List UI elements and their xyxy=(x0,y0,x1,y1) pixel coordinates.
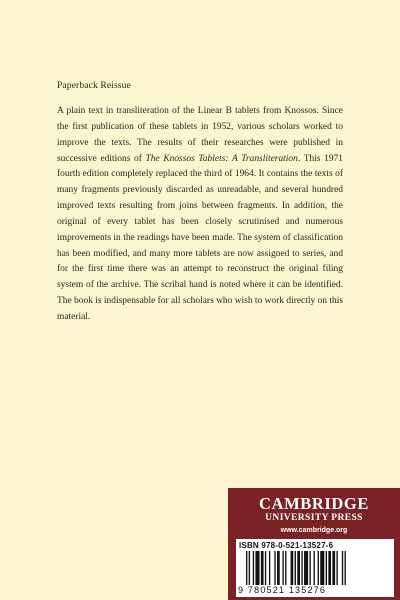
barcode-panel xyxy=(236,539,394,597)
edition-label: Paperback Reissue xyxy=(57,80,131,91)
blurb-text xyxy=(57,104,343,326)
blurb-part-2: . This 1971 fourth edition completely replaced the third of 1964. It contains the texts of many fragments previously discarded as unreadable, and several hundred improved texts resulting from joins between fragments. In addition, the original of every tablet has been closely scrutinised and numerous improvements in the readings have been made. The system of classification has been modified, and many more tablets are now assigned to series, and for the first time there was an attempt to reconstruct the original filing system of the archive. The scribal hand is noted where it can be identified. The book is indispensable for all scholars who wish to work directly on this material. xyxy=(57,153,343,322)
barcode-number: 9 780521 135276 xyxy=(238,585,327,595)
publisher-name-line2: UNIVERSITY PRESS xyxy=(265,513,363,523)
blurb-part-1: A plain text in transliteration of the Linear B tablets from Knossos. Since the first publication of these tablets in 1952, various scholars worked to improve the texts. The results of their researches were published in successive editions of xyxy=(57,106,343,164)
publisher-block xyxy=(228,488,400,600)
publisher-logo xyxy=(228,496,400,524)
publisher-url: www.cambridge.org xyxy=(280,527,348,534)
isbn-label: ISBN 978-0-521-13527-6 xyxy=(239,541,334,550)
barcode-icon xyxy=(246,551,386,585)
publisher-name-line1: CAMBRIDGE xyxy=(259,494,369,513)
book-title: The Knossos Tablets: A Transliteration xyxy=(145,153,298,164)
